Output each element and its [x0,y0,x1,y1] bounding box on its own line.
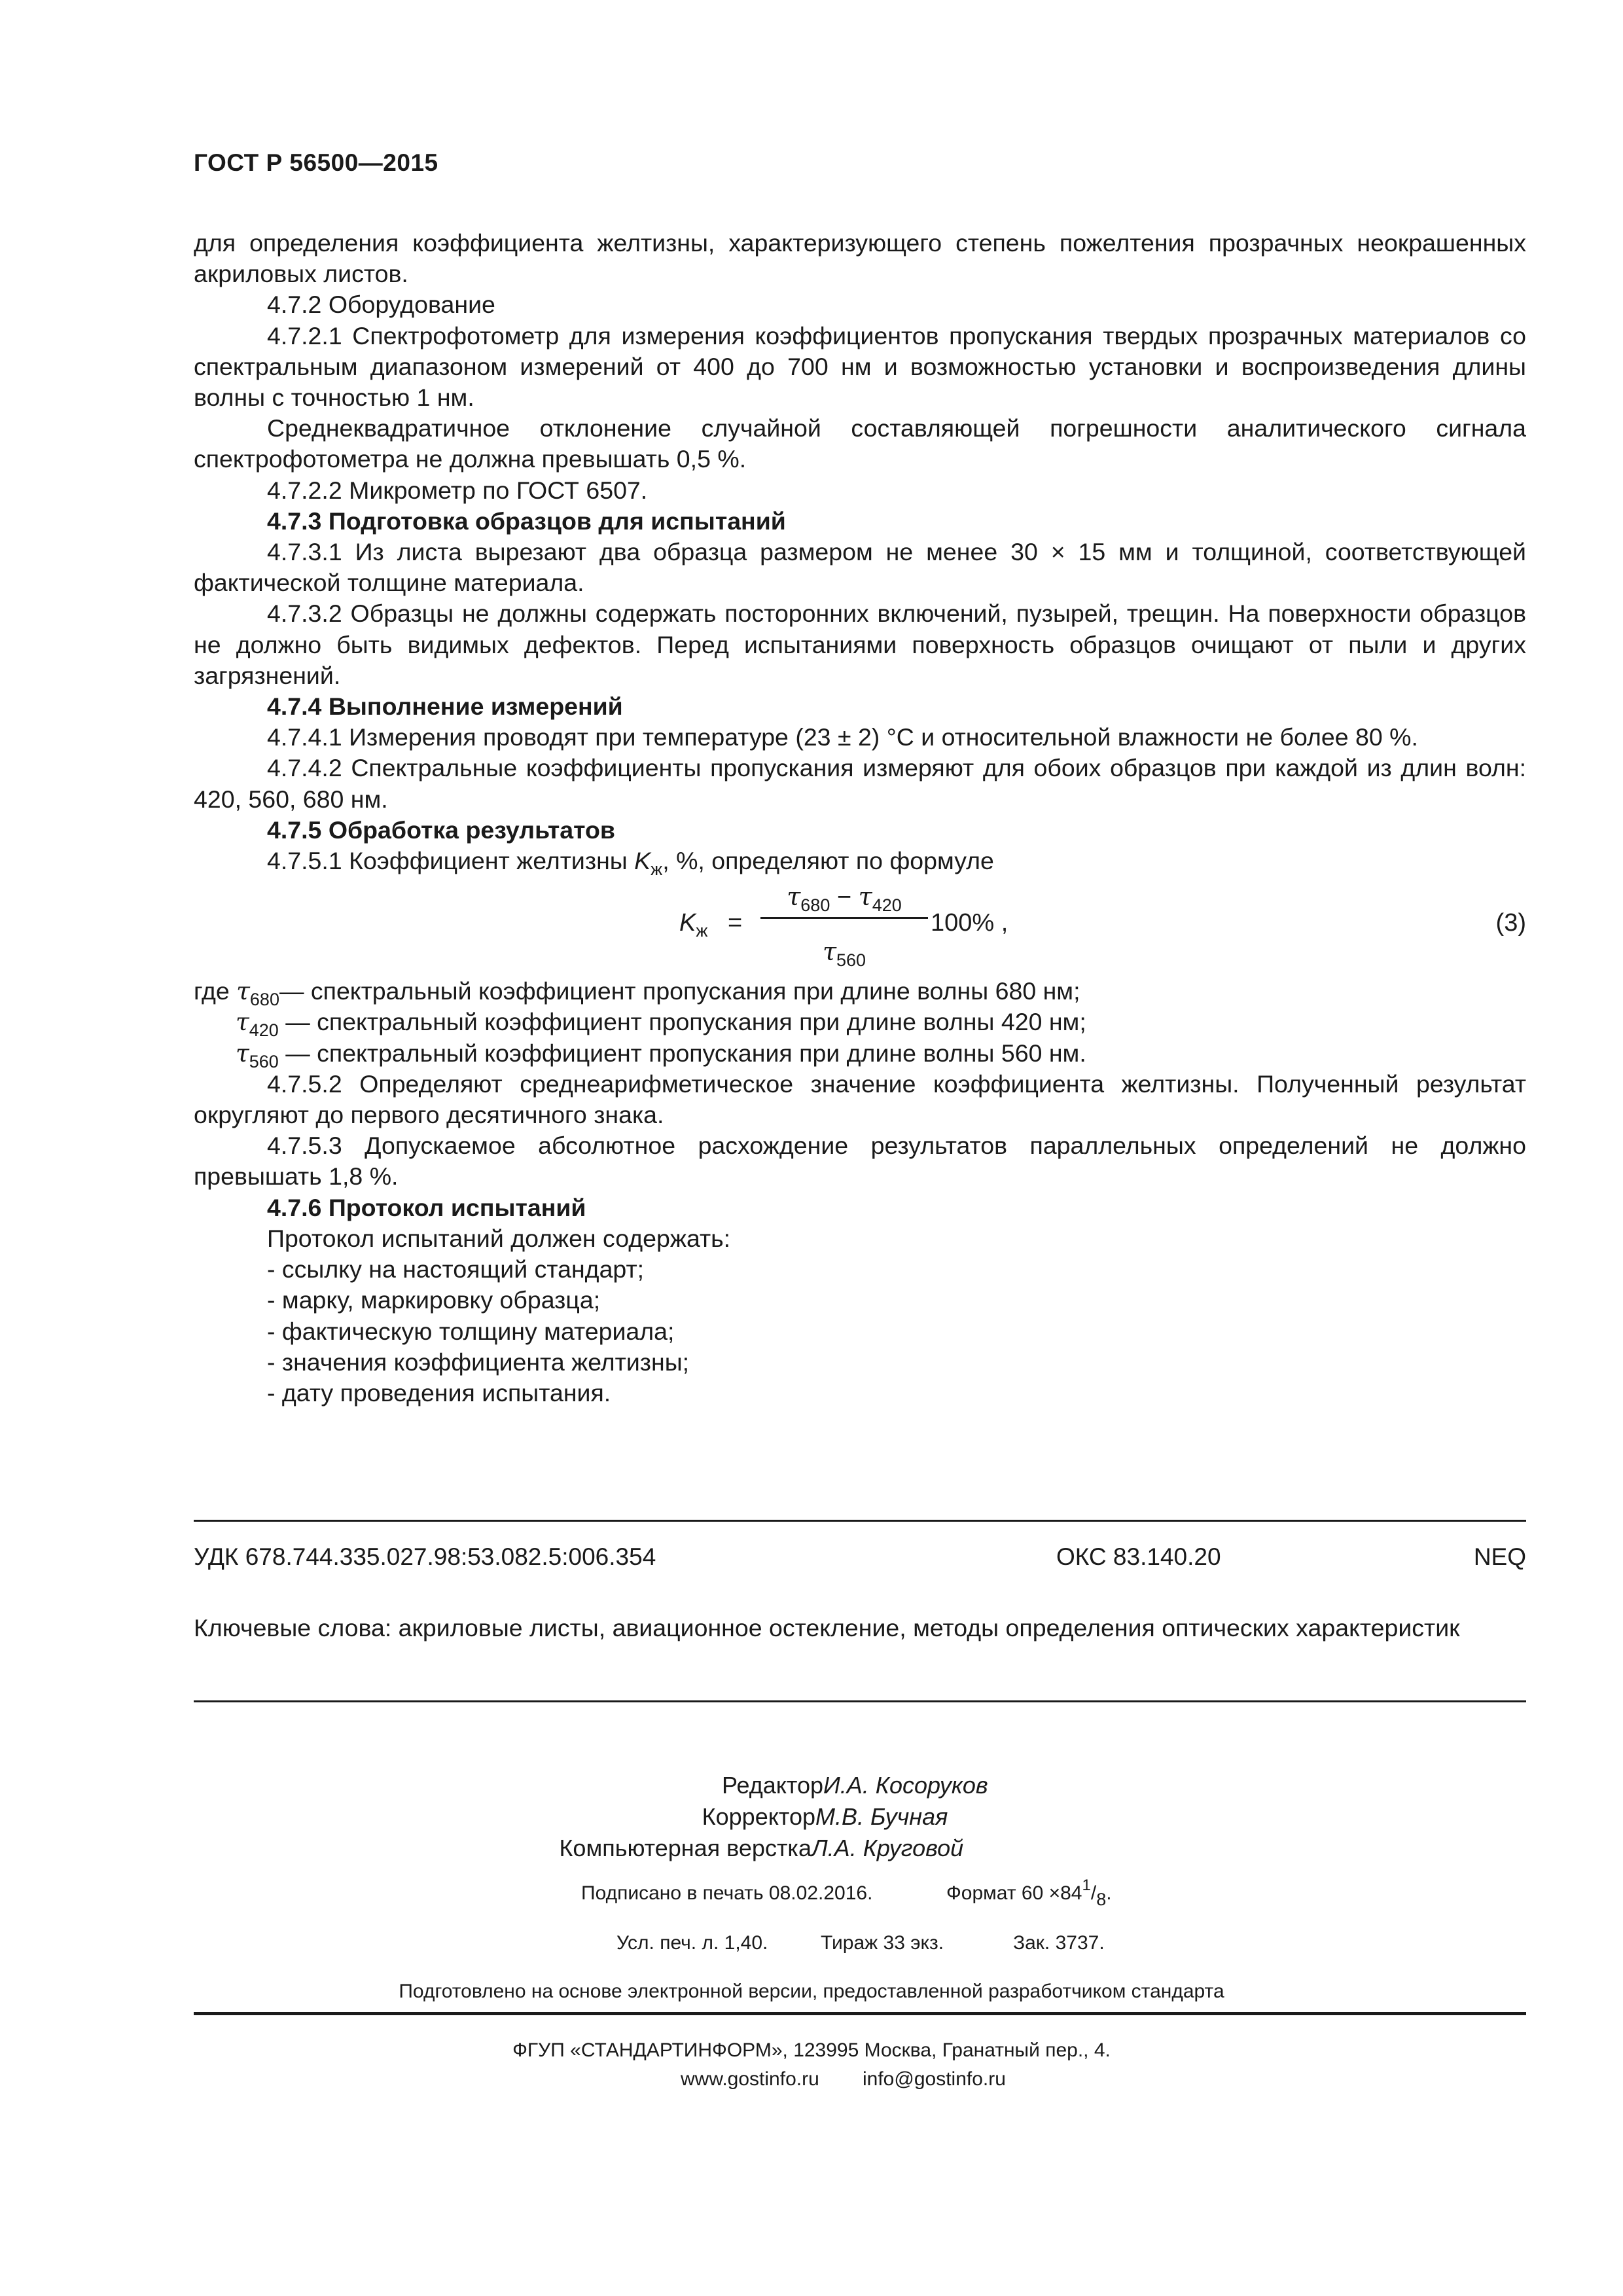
editor-line [0,1770,1623,1801]
clause-4-7-2-2: 4.7.2.2 Микрометр по ГОСТ 6507. [267,476,648,504]
website-link[interactable]: www.gostinfo.ru [681,2068,819,2090]
top-divider [194,1520,1526,1522]
formula-denominator [760,937,928,971]
section-heading-4-7-5: 4.7.5 Обработка результатов [267,816,615,844]
equation-number: (3) [1495,909,1526,937]
format-slash: / [1090,1882,1097,1904]
credit-name: Л.А. Круговой [812,1835,964,1861]
document-header: ГОСТ Р 56500—2015 [194,149,438,176]
where-definition: — спектральный коэффициент пропускания при длине волны 680 нм; [279,977,1080,1005]
udk-code: УДК 678.744.335.027.98:53.082.5:006.354 [194,1543,656,1570]
clause-4-7-5-1-start: 4.7.5.1 Коэффициент желтизны [267,847,635,875]
credit-name: М.В. Бучная [815,1803,948,1830]
protocol-list-item: - дату проведения испытания. [267,1378,611,1407]
k-symbol: K [679,909,696,937]
tau-symbol: τ [858,882,872,912]
clause-4-7-4-1: 4.7.4.1 Измерения проводят при температуре (23 ± 2) °С и относительной влажности не более 80 %. [267,723,1418,751]
oks-code: ОКС 83.140.20 [1056,1543,1221,1570]
clause-4-7-5-3: 4.7.5.3 Допускаемое абсолютное расхождение результатов параллельных определений не должно превышать 1,8 %. [194,1132,1526,1191]
yellowness-formula [679,876,1046,976]
where-row-420 [194,1007,1526,1041]
k-subscript-inline: ж [651,859,663,880]
k-subscript: ж [696,921,708,941]
middle-divider [194,1700,1526,1702]
tau-subscript: 560 [836,950,866,971]
formula-numerator [760,882,928,916]
email-link[interactable]: info@gostinfo.ru [863,2068,1006,2090]
clause-4-7-5-1 [194,846,1526,880]
clause-4-7-3-2: 4.7.3.2 Образцы не должны содержать посторонних включений, пузырей, трещин. На поверхности образцов не должно быть видимых дефектов. Перед испытаниями поверхность образцов очищают от пыли и других загрязнений. [194,600,1526,689]
section-4-7-2: 4.7.2 Оборудование [267,291,495,319]
section-heading-4-7-4: 4.7.4 Выполнение измерений [267,692,623,721]
layout-line [0,1833,1623,1864]
circulation: Тираж 33 экз. [821,1932,944,1954]
format-end: . [1106,1882,1112,1904]
publisher-address: ФГУП «СТАНДАРТИНФОРМ», 123995 Москва, Гранатный пер., 4. [512,2039,1111,2061]
protocol-list-item: - ссылку на настоящий стандарт; [267,1255,645,1283]
corrector-line [0,1801,1623,1833]
print-sheets: Усл. печ. л. 1,40. [616,1932,768,1954]
section-heading-4-7-6: 4.7.6 Протокол испытаний [267,1193,586,1221]
where-definition: — спектральный коэффициент пропускания при длине волны 420 нм; [278,1008,1086,1036]
clause-4-7-5-1-end: , %, определяют по формуле [662,847,994,875]
keywords: Ключевые слова: акриловые листы, авиационное остекление, методы определения оптических характеристик [194,1614,1460,1641]
clause-4-7-2-1: 4.7.2.1 Спектрофотометр для измерения коэффициентов пропускания твердых прозрачных материалов со спектральным диапазоном измерений от 400 до 700 нм и возможностью установки и воспроизведения длины волны с точностью 1 нм. [194,321,1526,412]
order-number: Зак. 3737. [1013,1932,1105,1954]
where-lead: где [194,977,237,1005]
formula-lhs [679,908,707,939]
clause-4-7-5-2: 4.7.5.2 Определяют среднеарифметическое значение коэффициента желтизны. Полученный результат округляют до первого десятичного знака. [194,1069,1526,1129]
k-symbol-inline: K [634,847,651,875]
format-info [946,1876,1112,1909]
tau-subscript: 680 [249,990,279,1010]
protocol-list-item: - значения коэффициента желтизны; [267,1348,690,1376]
tau-subscript: 680 [800,895,830,916]
protocol-intro: Протокол испытаний должен содержать: [267,1224,731,1252]
where-row-680 [194,976,1526,1010]
credit-label: Корректор [702,1803,815,1830]
sko-paragraph: Среднеквадратичное отклонение случайной составляющей погрешности аналитического сигнала спектрофотометра не должна превышать 0,5 %. [194,414,1526,473]
main-text [194,228,1526,1408]
formula-rhs: 100% , [931,909,1008,937]
format-subscript: 8 [1096,1890,1107,1909]
clause-4-7-4-2: 4.7.4.2 Спектральные коэффициенты пропускания измеряют для обоих образцов при каждой из длин волн: 420, 560, 680 нм. [194,754,1526,813]
equals-sign: = [728,909,743,937]
where-row-560 [194,1038,1526,1069]
protocol-list-item: - марку, маркировку образца; [267,1286,601,1314]
tau-subscript: 420 [872,895,902,916]
formula-block [194,876,1526,976]
format-text: Формат 60 ×84 [946,1882,1082,1904]
fraction-bar [760,917,928,919]
tau-symbol: τ [236,1038,249,1067]
credit-label: Редактор [722,1772,823,1799]
format-superscript: 1 [1082,1876,1091,1894]
signed-date: Подписано в печать 08.02.2016. [581,1882,873,1904]
tau-subscript: 420 [249,1020,279,1041]
classification-line [194,1543,1526,1575]
prepared-note: Подготовлено на основе электронной версии, предоставленной разработчиком стандарта [399,1981,1224,2002]
tau-symbol: τ [822,937,836,967]
tau-symbol: τ [236,1007,249,1037]
neq-label: NEQ [1473,1543,1526,1570]
intro-paragraph: для определения коэффициента желтизны, характеризующего степень пожелтения прозрачных неокрашенных акриловых листов. [194,229,1526,288]
protocol-list-item: - фактическую толщину материала; [267,1317,675,1345]
bottom-divider [194,2012,1526,2015]
minus-sign: − [830,884,859,912]
tau-symbol: τ [787,882,801,912]
tau-symbol: τ [236,977,250,1006]
where-definition: — спектральный коэффициент пропускания при длине волны 560 нм. [278,1039,1086,1067]
clause-4-7-3-1: 4.7.3.1 Из листа вырезают два образца размером не менее 30 × 15 мм и толщиной, соответствующей фактической толщине материала. [194,538,1526,597]
credit-name: И.А. Косоруков [823,1772,988,1799]
credit-label: Компьютерная верстка [559,1835,812,1861]
section-heading-4-7-3: 4.7.3 Подготовка образцов для испытаний [267,507,786,535]
tau-subscript: 560 [249,1051,279,1071]
